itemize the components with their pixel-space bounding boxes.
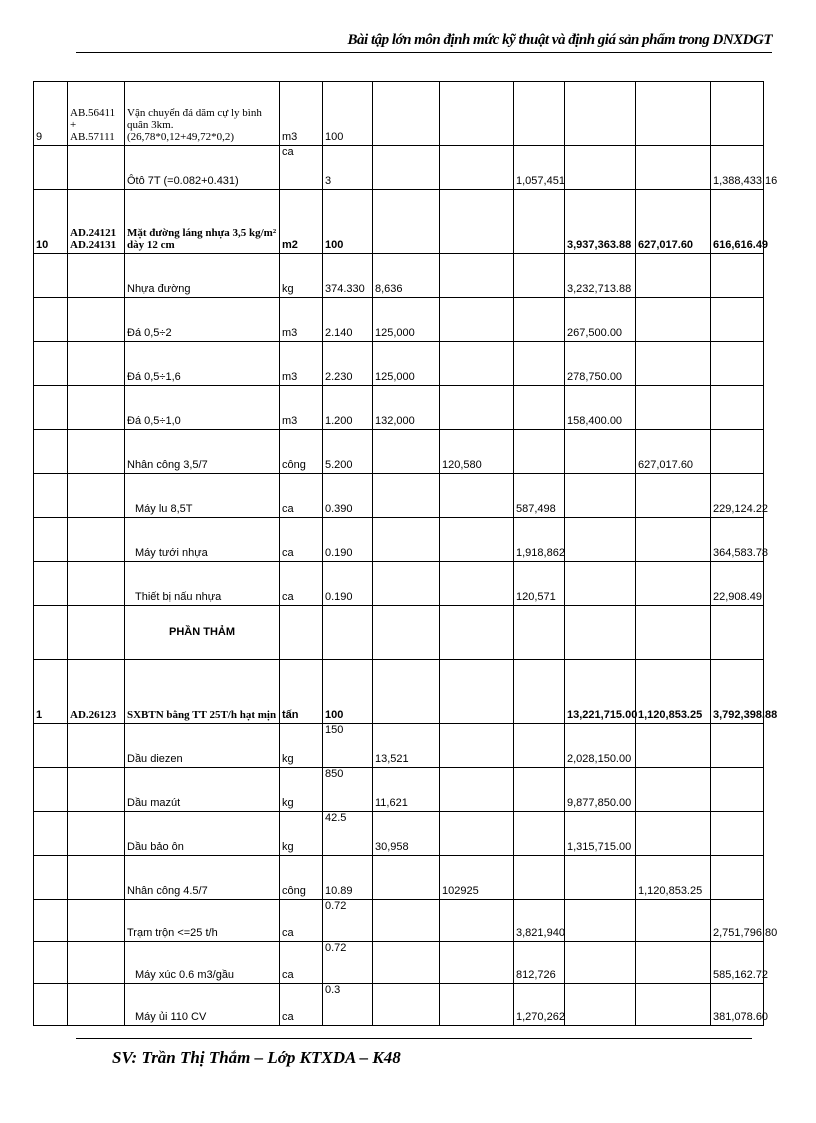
stt-cell (34, 856, 68, 900)
labor-cost-cell (636, 386, 711, 430)
footer-rule (76, 1038, 752, 1039)
machine-cost-cell (711, 768, 764, 812)
price-labor-cell (440, 146, 514, 190)
machine-cost-cell (711, 856, 764, 900)
name-cell: Đá 0,5÷2 (125, 298, 280, 342)
labor-cost-cell (636, 900, 711, 942)
code-cell (68, 298, 125, 342)
name-cell: Mặt đường láng nhựa 3,5 kg/m² dày 12 cm (125, 190, 280, 254)
table-row (34, 430, 764, 474)
price-machine-cell (514, 298, 565, 342)
unit-cell: m3 (280, 82, 323, 146)
price-machine-cell: 1,057,451 (514, 146, 565, 190)
code-cell (68, 856, 125, 900)
labor-cost-cell (636, 768, 711, 812)
unit-cell: ca (280, 474, 323, 518)
price-material-cell (373, 146, 440, 190)
unit-cell: ca (280, 942, 323, 984)
code-cell (68, 562, 125, 606)
machine-cost-cell: 364,583.78 (711, 518, 764, 562)
name-cell: Đá 0,5÷1,0 (125, 386, 280, 430)
price-labor-cell (440, 518, 514, 562)
labor-cost-cell (636, 984, 711, 1026)
material-cost-cell (565, 900, 636, 942)
table-row (34, 474, 764, 518)
machine-cost-cell: 585,162.72 (711, 942, 764, 984)
name-cell: Máy tưới nhựa (125, 518, 280, 562)
unit-cell: kg (280, 724, 323, 768)
labor-cost-cell (636, 254, 711, 298)
table-row (34, 606, 764, 660)
stt-cell (34, 724, 68, 768)
qty-cell: 0.3 (323, 984, 373, 1026)
qty-cell: 5.200 (323, 430, 373, 474)
unit-cell: tấn (280, 660, 323, 724)
code-cell (68, 900, 125, 942)
labor-cost-cell: 1,120,853.25 (636, 660, 711, 724)
material-cost-cell (565, 146, 636, 190)
price-material-cell (373, 430, 440, 474)
unit-cell: kg (280, 812, 323, 856)
price-material-cell (373, 562, 440, 606)
price-machine-cell (514, 386, 565, 430)
name-cell: Đá 0,5÷1,6 (125, 342, 280, 386)
price-labor-cell (440, 562, 514, 606)
name-cell: Thiết bị nấu nhựa (125, 562, 280, 606)
price-material-cell: 125,000 (373, 298, 440, 342)
price-machine-cell (514, 254, 565, 298)
material-cost-cell: 9,877,850.00 (565, 768, 636, 812)
price-labor-cell (440, 660, 514, 724)
price-machine-cell (514, 190, 565, 254)
qty-cell: 150 (323, 724, 373, 768)
code-cell (68, 254, 125, 298)
table-row (34, 724, 764, 768)
table-row (34, 254, 764, 298)
price-material-cell: 132,000 (373, 386, 440, 430)
labor-cost-cell (636, 724, 711, 768)
stt-cell (34, 254, 68, 298)
price-machine-cell (514, 660, 565, 724)
qty-cell: 10.89 (323, 856, 373, 900)
stt-cell (34, 342, 68, 386)
material-cost-cell (565, 856, 636, 900)
price-machine-cell (514, 430, 565, 474)
price-machine-cell (514, 82, 565, 146)
name-cell: Máy lu 8,5T (125, 474, 280, 518)
machine-cost-cell: 22,908.49 (711, 562, 764, 606)
name-cell: Máy xúc 0.6 m3/gầu (125, 942, 280, 984)
document-header-title: Bài tập lớn môn định mức kỹ thuật và định giá sản phẩm trong DNXDGT (347, 32, 772, 48)
unit-cell: công (280, 430, 323, 474)
unit-cell: m3 (280, 342, 323, 386)
name-cell: Dầu bảo ôn (125, 812, 280, 856)
qty-cell: 374.330 (323, 254, 373, 298)
stt-cell (34, 812, 68, 856)
code-cell (68, 984, 125, 1026)
unit-cell (280, 606, 323, 660)
machine-cost-cell: 2,751,796.80 (711, 900, 764, 942)
table-row (34, 900, 764, 942)
labor-cost-cell (636, 298, 711, 342)
labor-cost-cell (636, 812, 711, 856)
price-material-cell (373, 518, 440, 562)
stt-cell (34, 606, 68, 660)
qty-cell: 2.140 (323, 298, 373, 342)
unit-cell: ca (280, 984, 323, 1026)
name-cell: PHẦN THẢM (125, 606, 280, 660)
table-row (34, 562, 764, 606)
material-cost-cell: 13,221,715.00 (565, 660, 636, 724)
qty-cell: 0.190 (323, 562, 373, 606)
price-machine-cell (514, 606, 565, 660)
price-material-cell (373, 660, 440, 724)
code-cell: AD.26123 (68, 660, 125, 724)
table-row (34, 82, 764, 146)
price-labor-cell (440, 386, 514, 430)
price-machine-cell: 812,726 (514, 942, 565, 984)
name-cell: Dầu mazút (125, 768, 280, 812)
qty-cell: 100 (323, 82, 373, 146)
name-cell: Nhân công 3,5/7 (125, 430, 280, 474)
name-cell: SXBTN bằng TT 25T/h hạt mịn (125, 660, 280, 724)
stt-cell: 9 (34, 82, 68, 146)
labor-cost-cell (636, 942, 711, 984)
unit-cell: ca (280, 518, 323, 562)
table-row (34, 768, 764, 812)
price-labor-cell (440, 900, 514, 942)
material-cost-cell: 1,315,715.00 (565, 812, 636, 856)
unit-cell: ca (280, 146, 323, 190)
qty-cell: 1.200 (323, 386, 373, 430)
qty-cell (323, 606, 373, 660)
table-row (34, 660, 764, 724)
stt-cell (34, 430, 68, 474)
machine-cost-cell (711, 342, 764, 386)
machine-cost-cell (711, 254, 764, 298)
name-cell: Trạm trộn <=25 t/h (125, 900, 280, 942)
machine-cost-cell (711, 606, 764, 660)
code-cell (68, 430, 125, 474)
price-material-cell (373, 606, 440, 660)
code-cell (68, 386, 125, 430)
qty-cell: 3 (323, 146, 373, 190)
table-row (34, 984, 764, 1026)
price-machine-cell: 1,270,262 (514, 984, 565, 1026)
price-machine-cell: 1,918,862 (514, 518, 565, 562)
material-cost-cell (565, 82, 636, 146)
name-cell: Vận chuyển đá dăm cự ly bình quân 3km.(26,78*0,12+49,72*0,2) (125, 82, 280, 146)
price-machine-cell: 587,498 (514, 474, 565, 518)
unit-cell: m3 (280, 386, 323, 430)
table-row (34, 298, 764, 342)
price-machine-cell: 3,821,940 (514, 900, 565, 942)
material-cost-cell: 158,400.00 (565, 386, 636, 430)
material-cost-cell: 278,750.00 (565, 342, 636, 386)
labor-cost-cell (636, 82, 711, 146)
price-labor-cell (440, 768, 514, 812)
machine-cost-cell (711, 82, 764, 146)
labor-cost-cell: 627,017.60 (636, 430, 711, 474)
material-cost-cell (565, 518, 636, 562)
stt-cell (34, 474, 68, 518)
code-cell (68, 942, 125, 984)
labor-cost-cell (636, 146, 711, 190)
stt-cell (34, 984, 68, 1026)
price-material-cell (373, 474, 440, 518)
price-labor-cell (440, 812, 514, 856)
labor-cost-cell (636, 474, 711, 518)
price-machine-cell (514, 856, 565, 900)
stt-cell: 10 (34, 190, 68, 254)
machine-cost-cell (711, 298, 764, 342)
table-row (34, 856, 764, 900)
table-row (34, 190, 764, 254)
price-material-cell: 11,621 (373, 768, 440, 812)
price-labor-cell (440, 298, 514, 342)
price-machine-cell (514, 342, 565, 386)
unit-cell: m2 (280, 190, 323, 254)
code-cell (68, 724, 125, 768)
code-cell: AB.56411 + AB.57111 (68, 82, 125, 146)
price-material-cell: 30,958 (373, 812, 440, 856)
code-cell (68, 342, 125, 386)
material-cost-cell (565, 942, 636, 984)
price-labor-cell (440, 984, 514, 1026)
labor-cost-cell (636, 562, 711, 606)
labor-cost-cell: 1,120,853.25 (636, 856, 711, 900)
material-cost-cell: 3,937,363.88 (565, 190, 636, 254)
unit-cell: kg (280, 768, 323, 812)
stt-cell (34, 942, 68, 984)
material-cost-cell: 267,500.00 (565, 298, 636, 342)
machine-cost-cell: 3,792,398.88 (711, 660, 764, 724)
code-cell (68, 812, 125, 856)
name-cell: Máy ủi 110 CV (125, 984, 280, 1026)
price-material-cell (373, 942, 440, 984)
machine-cost-cell: 229,124.22 (711, 474, 764, 518)
table-row (34, 518, 764, 562)
name-cell: Ôtô 7T (=0.082+0.431) (125, 146, 280, 190)
machine-cost-cell: 381,078.60 (711, 984, 764, 1026)
material-cost-cell (565, 562, 636, 606)
machine-cost-cell (711, 430, 764, 474)
name-cell: Dầu diezen (125, 724, 280, 768)
price-material-cell (373, 82, 440, 146)
qty-cell: 0.190 (323, 518, 373, 562)
price-labor-cell (440, 606, 514, 660)
code-cell: AD.24121 AD.24131 (68, 190, 125, 254)
price-machine-cell (514, 768, 565, 812)
price-material-cell: 125,000 (373, 342, 440, 386)
price-labor-cell (440, 190, 514, 254)
machine-cost-cell: 616,616.49 (711, 190, 764, 254)
price-machine-cell (514, 724, 565, 768)
stt-cell (34, 768, 68, 812)
qty-cell: 100 (323, 660, 373, 724)
document-footer-student: SV: Trần Thị Thắm – Lớp KTXDA – K48 (112, 1048, 401, 1067)
qty-cell: 0.72 (323, 900, 373, 942)
code-cell (68, 606, 125, 660)
unit-cell: ca (280, 900, 323, 942)
qty-cell: 850 (323, 768, 373, 812)
price-material-cell (373, 984, 440, 1026)
price-material-cell (373, 856, 440, 900)
code-cell (68, 768, 125, 812)
labor-cost-cell (636, 518, 711, 562)
qty-cell: 100 (323, 190, 373, 254)
price-labor-cell (440, 82, 514, 146)
price-labor-cell (440, 342, 514, 386)
table-row (34, 812, 764, 856)
code-cell (68, 146, 125, 190)
unit-cell: kg (280, 254, 323, 298)
code-cell (68, 518, 125, 562)
header-rule (76, 52, 772, 53)
price-machine-cell: 120,571 (514, 562, 565, 606)
table-row (34, 342, 764, 386)
stt-cell (34, 518, 68, 562)
price-material-cell (373, 190, 440, 254)
price-labor-cell (440, 724, 514, 768)
table-body (34, 82, 778, 1026)
machine-cost-cell (711, 386, 764, 430)
price-labor-cell (440, 474, 514, 518)
machine-cost-cell (711, 812, 764, 856)
material-cost-cell (565, 430, 636, 474)
name-cell: Nhân công 4.5/7 (125, 856, 280, 900)
price-labor-cell: 102925 (440, 856, 514, 900)
material-cost-cell (565, 474, 636, 518)
table-row (34, 942, 764, 984)
machine-cost-cell (711, 724, 764, 768)
price-material-cell (373, 900, 440, 942)
code-cell (68, 474, 125, 518)
price-machine-cell (514, 812, 565, 856)
price-material-cell: 8,636 (373, 254, 440, 298)
material-cost-cell (565, 984, 636, 1026)
machine-cost-cell: 1,388,433.16 (711, 146, 764, 190)
unit-cell: ca (280, 562, 323, 606)
stt-cell (34, 298, 68, 342)
material-cost-cell: 2,028,150.00 (565, 724, 636, 768)
price-labor-cell: 120,580 (440, 430, 514, 474)
qty-cell: 0.390 (323, 474, 373, 518)
unit-cell: m3 (280, 298, 323, 342)
stt-cell (34, 386, 68, 430)
table-row (34, 146, 764, 190)
estimate-table (33, 81, 778, 1026)
price-labor-cell (440, 254, 514, 298)
labor-cost-cell: 627,017.60 (636, 190, 711, 254)
table-row (34, 386, 764, 430)
material-cost-cell: 3,232,713.88 (565, 254, 636, 298)
qty-cell: 2.230 (323, 342, 373, 386)
unit-cell: công (280, 856, 323, 900)
labor-cost-cell (636, 342, 711, 386)
stt-cell (34, 562, 68, 606)
price-labor-cell (440, 942, 514, 984)
name-cell: Nhựa đường (125, 254, 280, 298)
stt-cell (34, 900, 68, 942)
stt-cell (34, 146, 68, 190)
qty-cell: 0.72 (323, 942, 373, 984)
labor-cost-cell (636, 606, 711, 660)
stt-cell: 1 (34, 660, 68, 724)
price-material-cell: 13,521 (373, 724, 440, 768)
qty-cell: 42.5 (323, 812, 373, 856)
material-cost-cell (565, 606, 636, 660)
